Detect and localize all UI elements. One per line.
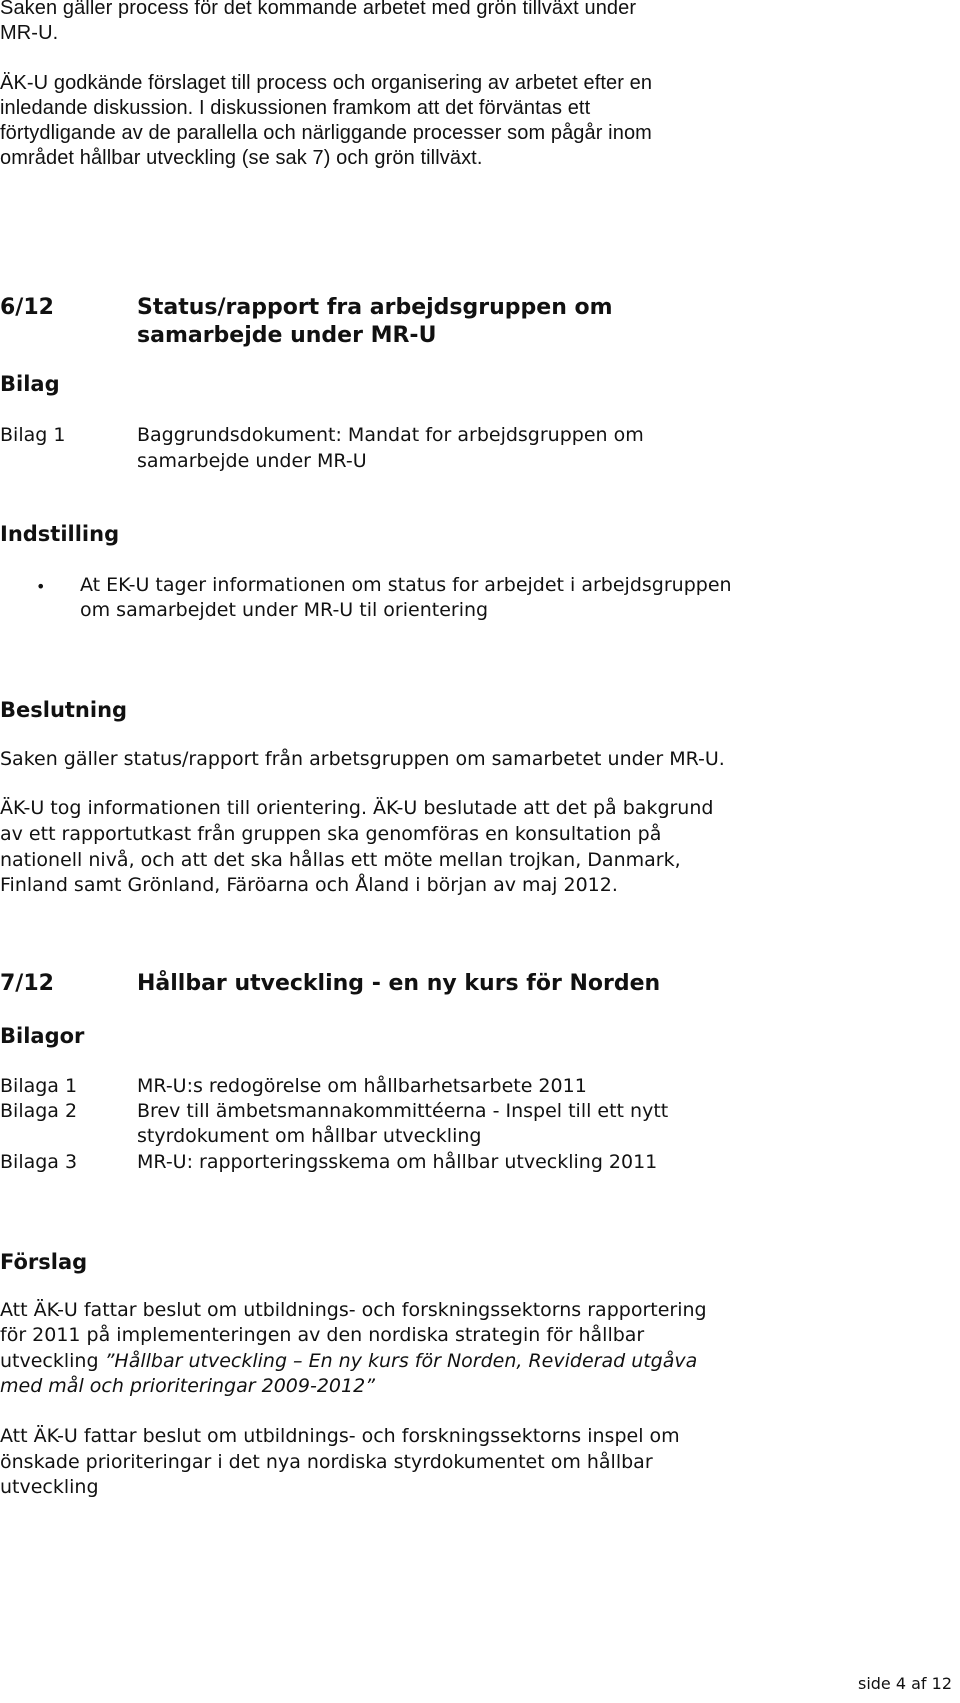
intro-para2-line-3: förtydligande av de parallella och närliggande processer som pågår inom bbox=[0, 122, 652, 144]
page-number: side 4 af 12 bbox=[857, 1674, 952, 1693]
item7-bilaga3-label: Bilaga 3 bbox=[0, 1151, 78, 1173]
item6-title-line-2: samarbejde under MR-U bbox=[137, 323, 437, 348]
item6-bilag-heading: Bilag bbox=[0, 372, 60, 396]
item6-beslutning-p2-line-3: nationell nivå, och att det ska hållas ett möte mellan trojkan, Danmark, bbox=[0, 849, 681, 871]
item7-bilaga2-label: Bilaga 2 bbox=[0, 1100, 78, 1122]
item7-forslag-p1-line-3-italic: ”Hållbar utveckling – En ny kurs för Norden, Reviderad utgåva bbox=[104, 1350, 698, 1372]
item6-number: 6/12 bbox=[0, 295, 54, 320]
item6-indstilling-heading: Indstilling bbox=[0, 522, 120, 546]
item7-forslag-p1-line-2: för 2011 på implementeringen av den nordiska strategin för hållbar bbox=[0, 1324, 645, 1346]
item7-forslag-p1-line-3-plain: utveckling bbox=[0, 1350, 105, 1372]
intro-line-2: MR-U. bbox=[0, 22, 59, 44]
item6-bilag1-line-1: Baggrundsdokument: Mandat for arbejdsgruppen om bbox=[137, 424, 644, 446]
item7-title: Hållbar utveckling - en ny kurs för Norden bbox=[137, 971, 661, 996]
item6-indstilling-line-2: om samarbejdet under MR-U til orientering bbox=[80, 599, 489, 621]
item7-bilaga1-text: MR-U:s redogörelse om hållbarhetsarbete 2011 bbox=[137, 1075, 587, 1097]
intro-line-1: Saken gäller process för det kommande arbetet med grön tillväxt under bbox=[0, 0, 637, 19]
item7-bilaga3-text: MR-U: rapporteringsskema om hållbar utveckling 2011 bbox=[137, 1151, 658, 1173]
item6-indstilling-line-1: At EK-U tager informationen om status for arbejdet i arbejdsgruppen bbox=[80, 574, 732, 596]
item6-beslutning-p2-line-2: av ett rapportutkast från gruppen ska genomföras en konsultation på bbox=[0, 823, 662, 845]
item6-bilag1-label: Bilag 1 bbox=[0, 424, 66, 446]
item7-forslag-p1-line-4: med mål och prioriteringar 2009-2012” bbox=[0, 1375, 376, 1397]
item6-beslutning-p1: Saken gäller status/rapport från arbetsgruppen om samarbetet under MR-U. bbox=[0, 748, 725, 770]
item6-beslutning-p2-line-4: Finland samt Grönland, Färöarna och Åland i början av maj 2012. bbox=[0, 874, 618, 896]
item7-bilaga2-line-1: Brev till ämbetsmannakommittéerna - Inspel till ett nytt bbox=[137, 1100, 669, 1122]
item7-bilaga1-label: Bilaga 1 bbox=[0, 1075, 78, 1097]
item7-bilaga2-line-2: styrdokument om hållbar utveckling bbox=[137, 1125, 482, 1147]
item7-forslag-p2-line-1: Att ÄK-U fattar beslut om utbildnings- och forskningssektorns inspel om bbox=[0, 1425, 680, 1447]
item7-forslag-p2-line-2: önskade prioriteringar i det nya nordiska styrdokumentet om hållbar bbox=[0, 1451, 653, 1473]
item6-title-line-1: Status/rapport fra arbejdsgruppen om bbox=[137, 295, 613, 320]
item7-forslag-p1-line-1: Att ÄK-U fattar beslut om utbildnings- och forskningssektorns rapportering bbox=[0, 1299, 707, 1321]
intro-para2-line-4: området hållbar utveckling (se sak 7) och grön tillväxt. bbox=[0, 147, 483, 169]
item6-beslutning-heading: Beslutning bbox=[0, 698, 128, 722]
intro-para2-line-1: ÄK-U godkände förslaget till process och organisering av arbetet efter en bbox=[0, 72, 653, 94]
item7-bilagor-heading: Bilagor bbox=[0, 1024, 85, 1048]
item6-beslutning-p2-line-1: ÄK-U tog informationen till orientering. ÄK-U beslutade att det på bakgrund bbox=[0, 797, 714, 819]
item7-forslag-p1-line-3 bbox=[0, 1349, 697, 1374]
item7-forslag-p2-line-3: utveckling bbox=[0, 1476, 99, 1498]
intro-para2-line-2: inledande diskussion. I diskussionen framkom att det förväntas ett bbox=[0, 97, 591, 119]
item7-number: 7/12 bbox=[0, 971, 54, 996]
item7-forslag-heading: Förslag bbox=[0, 1250, 88, 1274]
bullet-icon: • bbox=[36, 577, 46, 596]
item6-bilag1-line-2: samarbejde under MR-U bbox=[137, 450, 367, 472]
